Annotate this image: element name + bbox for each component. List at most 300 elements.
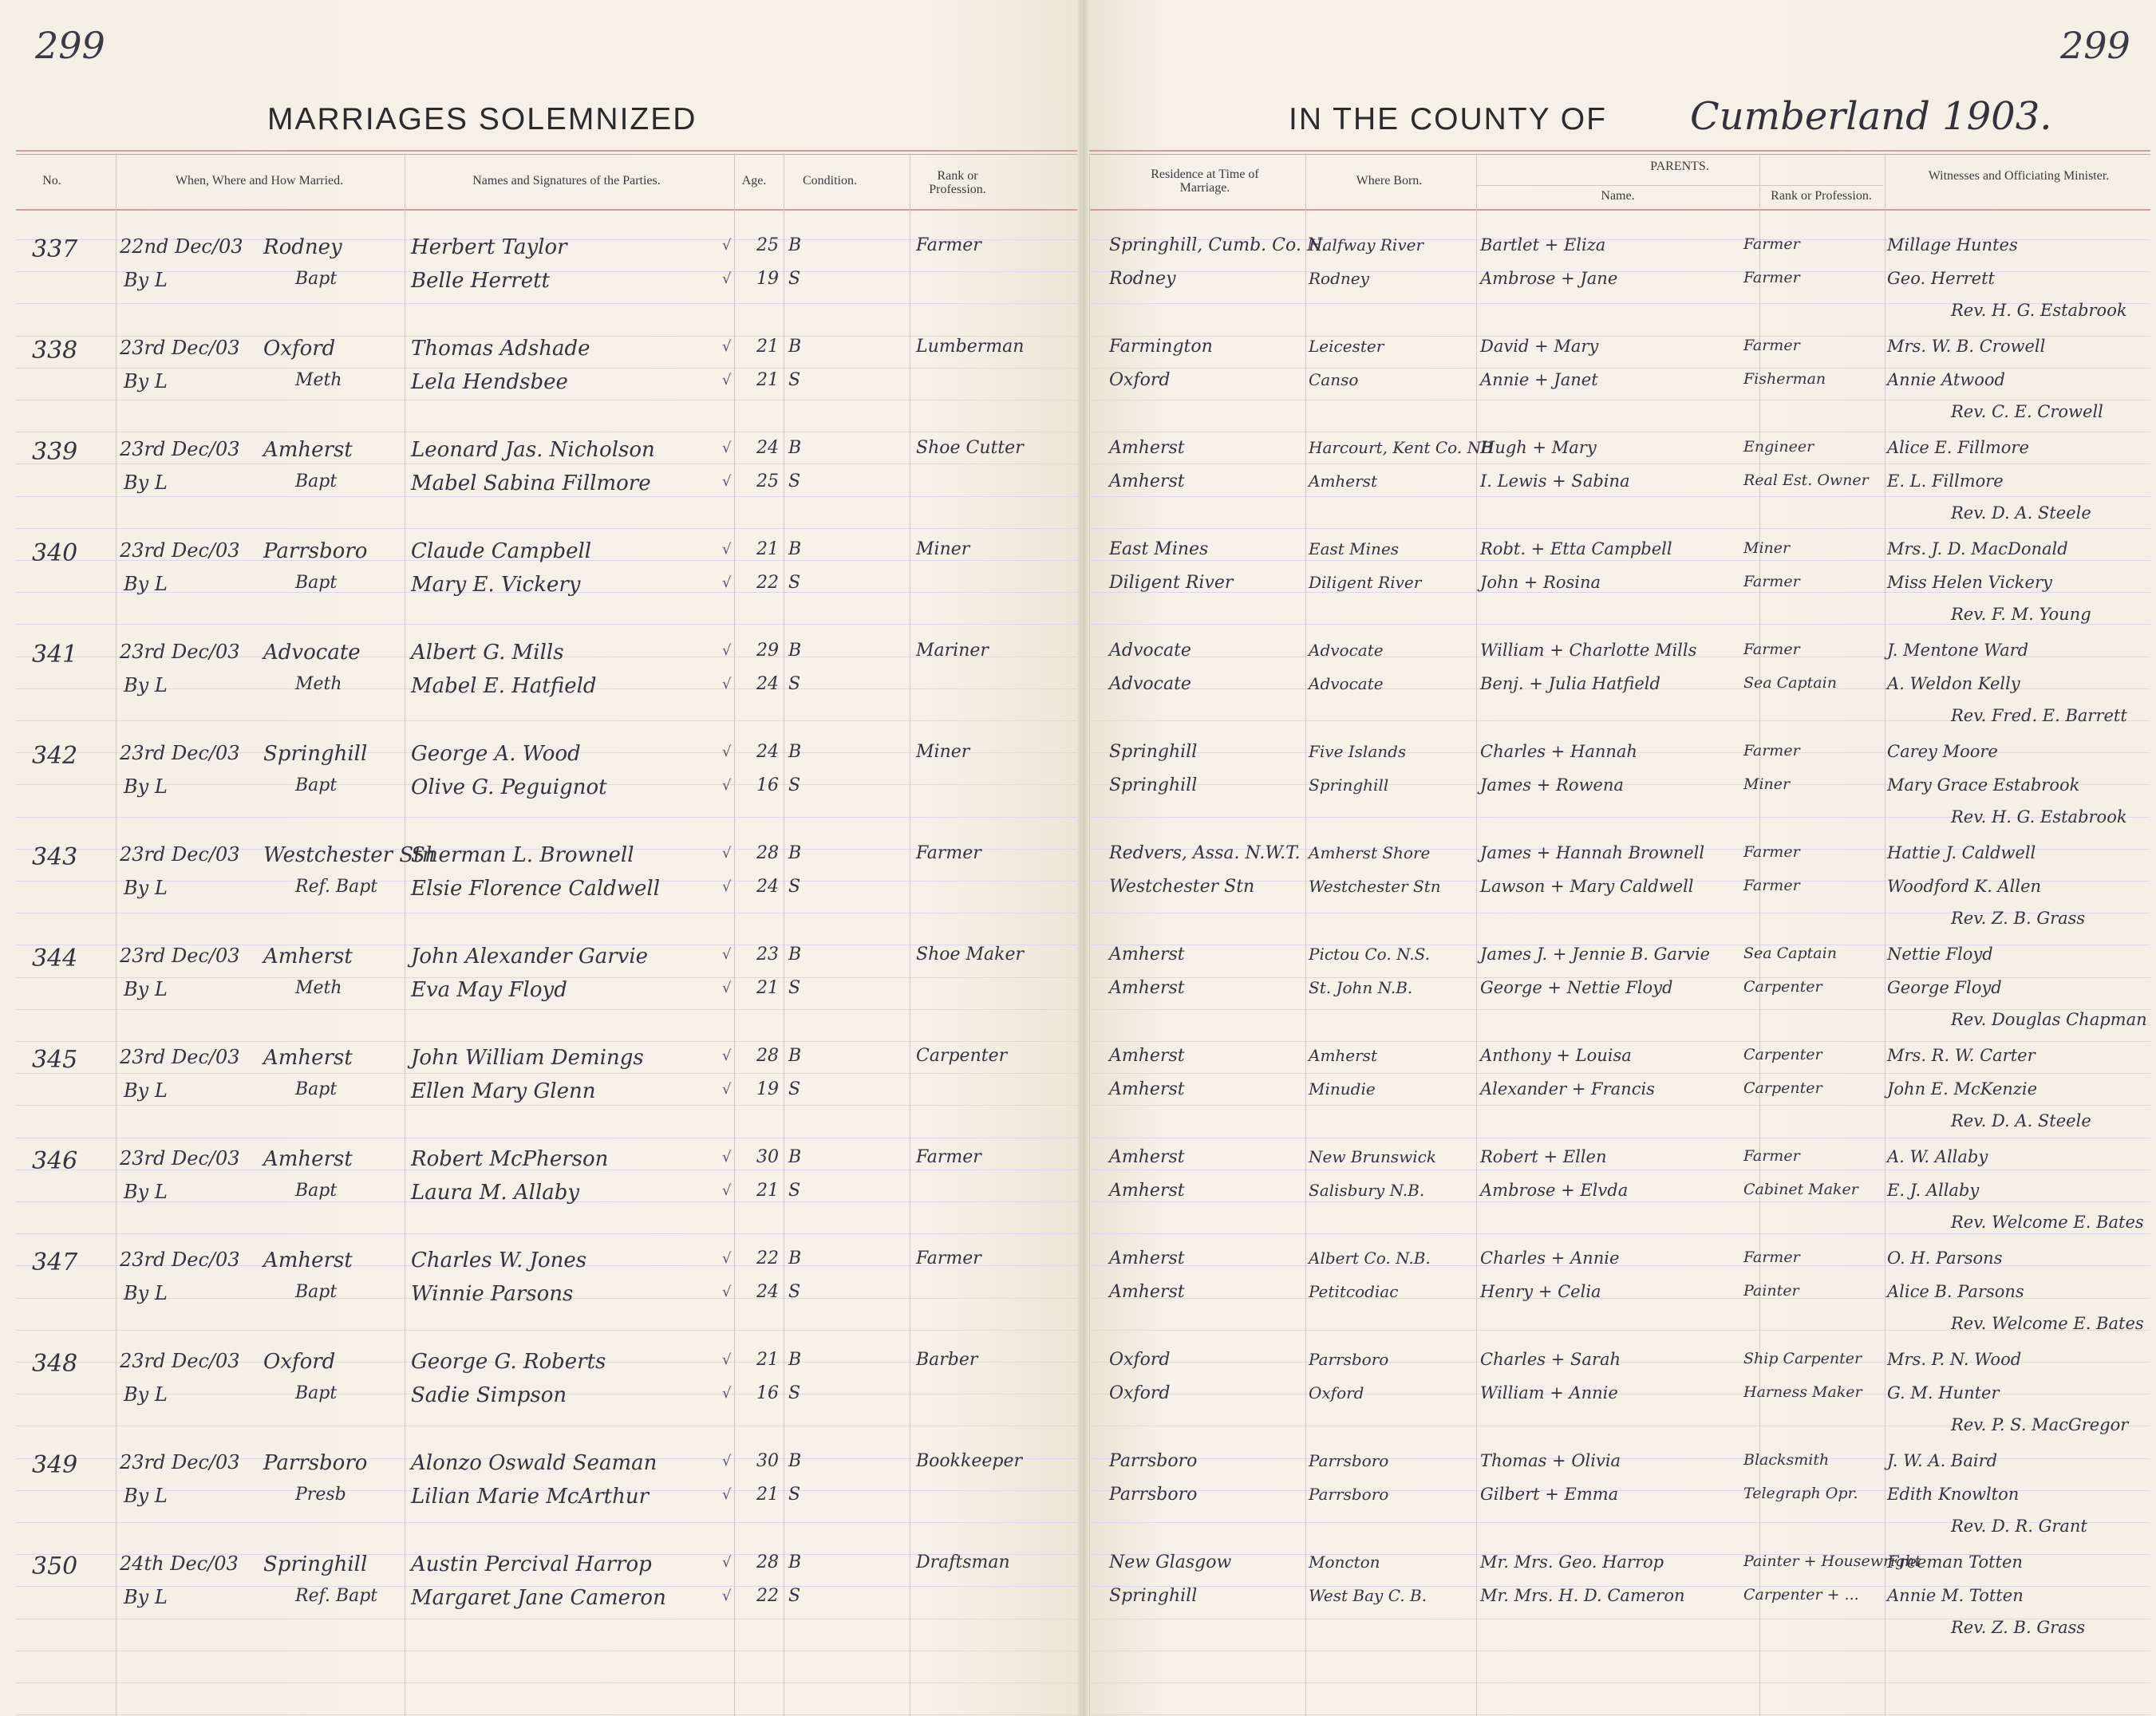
bride-parents: Mr. Mrs. H. D. Cameron — [1480, 1586, 1685, 1605]
witness-2: G. M. Hunter — [1887, 1383, 2000, 1402]
groom-condition: B — [788, 1350, 802, 1370]
groom-birthplace: Advocate — [1309, 641, 1384, 660]
check-mark-icon: √ — [722, 1588, 732, 1604]
bride-parents: John + Rosina — [1480, 573, 1601, 592]
marriage-date: 23rd Dec/03 — [120, 1147, 240, 1170]
witness-1: Alice E. Fillmore — [1887, 438, 2029, 457]
groom-parents: Anthony + Louisa — [1480, 1046, 1632, 1065]
entry-number: 342 — [32, 742, 78, 770]
rule-line — [16, 720, 1077, 721]
bride-birthplace: Advocate — [1309, 674, 1384, 693]
denomination: Bapt — [295, 1383, 338, 1403]
groom-name: Thomas Adshade — [411, 337, 590, 361]
rule-line — [16, 528, 1077, 529]
check-mark-icon: √ — [722, 1149, 732, 1166]
bride-condition: S — [788, 775, 801, 795]
groom-birthplace: Pictou Co. N.S. — [1309, 945, 1431, 964]
marriage-date: 23rd Dec/03 — [120, 438, 240, 460]
rule-line — [1089, 1105, 2150, 1106]
denomination: Bapt — [295, 1282, 338, 1302]
bride-condition: S — [788, 370, 801, 390]
bride-parents: Lawson + Mary Caldwell — [1480, 877, 1694, 896]
entry-number: 339 — [32, 438, 78, 466]
groom-name: Herbert Taylor — [411, 235, 567, 259]
bride-name: Lilian Marie McArthur — [411, 1485, 649, 1509]
groom-parents: Bartlet + Eliza — [1480, 235, 1606, 254]
bride-name: Belle Herrett — [411, 269, 550, 293]
check-mark-icon: √ — [722, 676, 732, 692]
bride-residence: Amherst — [1109, 1181, 1185, 1201]
rule-line — [16, 209, 1077, 211]
groom-age: 24 — [756, 438, 779, 458]
denomination: Bapt — [295, 775, 338, 795]
license-type: By L — [124, 775, 168, 798]
rule-line — [16, 1682, 1077, 1683]
bride-name: Margaret Jane Cameron — [411, 1586, 666, 1610]
officiating-minister: Rev. P. S. MacGregor — [1951, 1415, 2129, 1434]
officiating-minister: Rev. H. G. Estabrook — [1951, 301, 2127, 320]
bride-condition: S — [788, 1485, 801, 1505]
denomination: Presb — [295, 1485, 346, 1505]
check-mark-icon: √ — [722, 1385, 732, 1402]
marriage-place: Amherst — [263, 1249, 353, 1272]
check-mark-icon: √ — [722, 574, 732, 591]
check-mark-icon: √ — [722, 1453, 732, 1469]
bride-name: Laura M. Allaby — [411, 1181, 580, 1205]
officiating-minister: Rev. Douglas Chapman — [1951, 1010, 2147, 1029]
groom-condition: B — [788, 1451, 802, 1471]
groom-residence: Amherst — [1109, 1147, 1185, 1167]
groom-residence: Redvers, Assa. N.W.T. — [1109, 843, 1301, 863]
groom-birthplace: Harcourt, Kent Co. NB — [1309, 438, 1493, 457]
witness-1: Mrs. R. W. Carter — [1887, 1046, 2036, 1065]
header-residence: Residence at Time of Marriage. — [1151, 168, 1259, 195]
rule-line — [1089, 1682, 2150, 1683]
rule-line — [1089, 150, 2150, 152]
bride-residence: Oxford — [1109, 1383, 1171, 1403]
bride-name: Sadie Simpson — [411, 1383, 567, 1407]
rule-line — [16, 1714, 1077, 1715]
rule-line — [1089, 1233, 2150, 1234]
groom-profession: Farmer — [916, 1147, 981, 1167]
groom-name: John William Demings — [411, 1046, 644, 1070]
marriage-date: 23rd Dec/03 — [120, 742, 240, 764]
groom-age: 30 — [756, 1451, 779, 1471]
witness-1: Hattie J. Caldwell — [1887, 843, 2036, 862]
check-mark-icon: √ — [722, 777, 732, 794]
witness-2: Annie M. Totten — [1887, 1586, 2024, 1605]
license-type: By L — [124, 877, 168, 899]
witness-2: E. L. Fillmore — [1887, 471, 2004, 491]
groom-name: John Alexander Garvie — [411, 945, 649, 968]
groom-parents-profession: Farmer — [1743, 1249, 1800, 1266]
marriage-place: Advocate — [263, 641, 361, 665]
rule-line — [16, 303, 1077, 304]
groom-parents: Thomas + Olivia — [1480, 1451, 1621, 1470]
rule-line — [16, 1073, 1077, 1074]
bride-parents-profession: Painter — [1743, 1282, 1799, 1300]
marriage-place: Oxford — [263, 1350, 336, 1374]
bride-residence: Parrsboro — [1109, 1485, 1198, 1505]
bride-birthplace: Springhill — [1309, 775, 1389, 795]
marriage-date: 23rd Dec/03 — [120, 945, 240, 967]
denomination: Bapt — [295, 1079, 338, 1099]
header-condition: Condition. — [802, 174, 857, 187]
officiating-minister: Rev. Welcome E. Bates — [1951, 1213, 2144, 1232]
bride-parents: George + Nettie Floyd — [1480, 978, 1673, 997]
groom-age: 21 — [756, 337, 779, 357]
book-gutter — [1077, 0, 1088, 1716]
groom-birthplace: Moncton — [1309, 1552, 1380, 1572]
bride-age: 21 — [756, 1485, 779, 1505]
bride-condition: S — [788, 1282, 801, 1302]
bride-name: Mabel Sabina Fillmore — [411, 471, 651, 495]
rule-line — [1476, 185, 1883, 186]
marriage-date: 22nd Dec/03 — [120, 235, 243, 258]
bride-age: 21 — [756, 978, 779, 998]
officiating-minister: Rev. H. G. Estabrook — [1951, 807, 2127, 826]
register-title-left: MARRIAGES SOLEMNIZED — [267, 102, 697, 136]
entry-number: 340 — [32, 539, 78, 567]
header-parents-name: Name. — [1601, 189, 1635, 203]
groom-condition: B — [788, 641, 802, 661]
witness-1: O. H. Parsons — [1887, 1249, 2003, 1268]
rule-line — [1089, 368, 2150, 369]
header-parents-rank: Rank or Profession. — [1771, 189, 1872, 203]
groom-birthplace: Albert Co. N.B. — [1309, 1249, 1431, 1268]
rule-line — [1089, 1714, 2150, 1715]
check-mark-icon: √ — [722, 237, 732, 254]
witness-2: A. Weldon Kelly — [1887, 674, 2020, 693]
rule-line — [1089, 560, 2150, 561]
groom-parents: James J. + Jennie B. Garvie — [1480, 945, 1710, 964]
bride-birthplace: Oxford — [1309, 1383, 1364, 1402]
groom-parents: Charles + Sarah — [1480, 1350, 1621, 1369]
groom-residence: Springhill — [1109, 742, 1198, 762]
groom-birthplace: Parrsboro — [1309, 1451, 1389, 1470]
bride-parents-profession: Sea Captain — [1743, 674, 1837, 692]
groom-condition: B — [788, 1249, 802, 1268]
entry-number: 346 — [32, 1147, 78, 1175]
denomination: Bapt — [295, 269, 338, 289]
groom-residence: Amherst — [1109, 945, 1185, 965]
bride-age: 16 — [756, 1383, 779, 1403]
groom-name: George A. Wood — [411, 742, 581, 766]
bride-age: 24 — [756, 674, 779, 694]
groom-age: 30 — [756, 1147, 779, 1167]
rule-line — [16, 1009, 1077, 1010]
marriage-date: 23rd Dec/03 — [120, 539, 240, 562]
bride-parents-profession: Miner — [1743, 775, 1791, 793]
groom-parents-profession: Miner — [1743, 539, 1791, 557]
bride-residence: Oxford — [1109, 370, 1171, 390]
header-when: When, Where and How Married. — [175, 174, 344, 187]
bride-birthplace: Parrsboro — [1309, 1485, 1389, 1504]
bride-age: 22 — [756, 573, 779, 593]
groom-parents-profession: Engineer — [1743, 438, 1814, 456]
bride-birthplace: Salisbury N.B. — [1309, 1181, 1425, 1200]
groom-birthplace: East Mines — [1309, 539, 1400, 558]
groom-birthplace: New Brunswick — [1309, 1147, 1436, 1166]
denomination: Meth — [295, 370, 342, 390]
bride-birthplace: Amherst — [1309, 471, 1377, 491]
witness-2: John E. McKenzie — [1887, 1079, 2038, 1099]
check-mark-icon: √ — [722, 845, 732, 862]
bride-parents: Annie + Janet — [1480, 370, 1598, 389]
bride-age: 19 — [756, 1079, 779, 1099]
groom-age: 24 — [756, 742, 779, 762]
groom-name: Charles W. Jones — [411, 1249, 587, 1272]
entry-number: 347 — [32, 1249, 78, 1276]
witness-1: Freeman Totten — [1887, 1552, 2023, 1572]
license-type: By L — [124, 1383, 168, 1406]
rule-line — [16, 624, 1077, 625]
bride-parents: Gilbert + Emma — [1480, 1485, 1619, 1504]
header-age: Age. — [741, 174, 767, 187]
groom-residence: Farmington — [1109, 337, 1213, 357]
groom-condition: B — [788, 742, 802, 762]
groom-parents-profession: Farmer — [1743, 1147, 1800, 1165]
check-mark-icon: √ — [722, 338, 732, 355]
bride-residence: Springhill — [1109, 775, 1198, 795]
marriage-place: Oxford — [263, 337, 336, 361]
check-mark-icon: √ — [722, 270, 732, 287]
license-type: By L — [124, 674, 168, 696]
groom-parents-profession: Painter + Housewright — [1743, 1552, 1921, 1570]
rule-line — [16, 1330, 1077, 1331]
bride-birthplace: West Bay C. B. — [1309, 1586, 1427, 1605]
bride-parents-profession: Carpenter — [1743, 1079, 1822, 1097]
bride-parents-profession: Carpenter + ... — [1743, 1586, 1859, 1604]
county-name: Cumberland 1903. — [1690, 94, 2052, 139]
groom-parents-profession: Carpenter — [1743, 1046, 1822, 1063]
groom-profession: Farmer — [916, 235, 981, 255]
bride-birthplace: Minudie — [1309, 1079, 1376, 1099]
bride-age: 19 — [756, 269, 779, 289]
groom-condition: B — [788, 843, 802, 863]
check-mark-icon: √ — [722, 744, 732, 760]
denomination: Bapt — [295, 573, 338, 593]
bride-birthplace: Canso — [1309, 370, 1359, 389]
rule-line — [1089, 1201, 2150, 1202]
license-type: By L — [124, 1181, 168, 1203]
groom-profession: Lumberman — [916, 337, 1025, 357]
witness-1: Mrs. P. N. Wood — [1887, 1350, 2022, 1369]
groom-parents-profession: Farmer — [1743, 235, 1800, 253]
header-parents: PARENTS. — [1650, 160, 1709, 173]
bride-parents-profession: Cabinet Maker — [1743, 1181, 1858, 1198]
bride-birthplace: Diligent River — [1309, 573, 1422, 592]
bride-age: 21 — [756, 1181, 779, 1201]
bride-parents: Ambrose + Jane — [1480, 269, 1618, 288]
witness-1: Carey Moore — [1887, 742, 1998, 761]
witness-2: Geo. Herrett — [1887, 269, 1995, 288]
groom-parents: David + Mary — [1480, 337, 1599, 356]
groom-parents: James + Hannah Brownell — [1480, 843, 1705, 862]
groom-birthplace: Amherst — [1309, 1046, 1377, 1065]
column-line — [1885, 153, 1886, 1716]
groom-residence: New Glasgow — [1109, 1552, 1232, 1572]
rule-line — [16, 496, 1077, 497]
marriage-date: 23rd Dec/03 — [120, 641, 240, 663]
officiating-minister: Rev. C. E. Crowell — [1951, 402, 2103, 421]
bride-age: 21 — [756, 370, 779, 390]
bride-parents: Benj. + Julia Hatfield — [1480, 674, 1660, 693]
groom-profession: Mariner — [916, 641, 989, 661]
groom-age: 28 — [756, 843, 779, 863]
witness-1: Nettie Floyd — [1887, 945, 1993, 964]
bride-name: Lela Hendsbee — [411, 370, 568, 394]
bride-name: Eva May Floyd — [411, 978, 567, 1002]
groom-residence: Oxford — [1109, 1350, 1171, 1370]
witness-1: J. W. A. Baird — [1887, 1451, 1998, 1470]
groom-condition: B — [788, 539, 802, 559]
check-mark-icon: √ — [722, 1486, 732, 1503]
groom-name: Alonzo Oswald Seaman — [411, 1451, 657, 1475]
bride-name: Ellen Mary Glenn — [411, 1079, 596, 1103]
column-line — [1476, 153, 1477, 1716]
groom-birthplace: Five Islands — [1309, 742, 1407, 761]
bride-age: 16 — [756, 775, 779, 795]
groom-parents-profession: Sea Captain — [1743, 945, 1837, 962]
right-page-number: 299 — [2060, 24, 2130, 67]
bride-residence: Amherst — [1109, 978, 1185, 998]
rule-line — [1089, 209, 2150, 211]
witness-1: A. W. Allaby — [1887, 1147, 1988, 1166]
bride-parents-profession: Farmer — [1743, 877, 1800, 894]
bride-condition: S — [788, 1383, 801, 1403]
groom-parents: Charles + Annie — [1480, 1249, 1620, 1268]
groom-parents: Robt. + Etta Campbell — [1480, 539, 1672, 558]
entry-number: 337 — [32, 235, 78, 263]
check-mark-icon: √ — [722, 1250, 732, 1267]
rule-line — [16, 1105, 1077, 1106]
bride-residence: Rodney — [1109, 269, 1176, 289]
bride-name: Olive G. Peguignot — [411, 775, 607, 799]
entry-number: 348 — [32, 1350, 78, 1378]
bride-residence: Advocate — [1109, 674, 1191, 694]
groom-profession: Bookkeeper — [916, 1451, 1022, 1471]
groom-age: 21 — [756, 1350, 779, 1370]
header-names: Names and Signatures of the Parties. — [472, 174, 661, 187]
groom-condition: B — [788, 1147, 802, 1167]
check-mark-icon: √ — [722, 372, 732, 389]
marriage-place: Springhill — [263, 1552, 368, 1576]
license-type: By L — [124, 1586, 168, 1608]
denomination: Ref. Bapt — [295, 1586, 378, 1606]
officiating-minister: Rev. D. A. Steele — [1951, 1111, 2091, 1130]
groom-parents-profession: Farmer — [1743, 337, 1800, 354]
groom-parents: Charles + Hannah — [1480, 742, 1637, 761]
check-mark-icon: √ — [722, 440, 732, 456]
bride-name: Mabel E. Hatfield — [411, 674, 597, 698]
groom-profession: Draftsman — [916, 1552, 1010, 1572]
left-page-number: 299 — [35, 24, 105, 67]
bride-condition: S — [788, 978, 801, 998]
groom-name: George G. Roberts — [411, 1350, 606, 1374]
license-type: By L — [124, 370, 168, 393]
groom-age: 28 — [756, 1046, 779, 1066]
entry-number: 345 — [32, 1046, 78, 1074]
bride-birthplace: Westchester Stn — [1309, 877, 1441, 896]
groom-profession: Barber — [916, 1350, 978, 1370]
groom-parents-profession: Farmer — [1743, 641, 1800, 658]
bride-parents: Alexander + Francis — [1480, 1079, 1655, 1099]
marriage-date: 23rd Dec/03 — [120, 337, 240, 359]
witness-2: Mary Grace Estabrook — [1887, 775, 2080, 795]
groom-age: 23 — [756, 945, 779, 965]
column-line — [1089, 153, 1090, 1716]
groom-residence: Amherst — [1109, 1249, 1185, 1268]
bride-residence: Amherst — [1109, 1282, 1185, 1302]
rule-line — [1089, 154, 2150, 155]
groom-birthplace: Amherst Shore — [1309, 843, 1431, 862]
witness-1: J. Mentone Ward — [1887, 641, 2029, 660]
bride-condition: S — [788, 471, 801, 491]
marriage-date: 23rd Dec/03 — [120, 1451, 240, 1473]
groom-profession: Shoe Maker — [916, 945, 1025, 965]
rule-line — [1089, 1041, 2150, 1042]
groom-age: 28 — [756, 1552, 779, 1572]
marriage-place: Parrsboro — [263, 1451, 368, 1475]
bride-condition: S — [788, 674, 801, 694]
check-mark-icon: √ — [722, 642, 732, 659]
bride-birthplace: Rodney — [1309, 269, 1369, 288]
bride-parents-profession: Telegraph Opr. — [1743, 1485, 1858, 1502]
groom-residence: Amherst — [1109, 438, 1185, 458]
entry-number: 344 — [32, 945, 78, 972]
marriage-place: Springhill — [263, 742, 368, 766]
groom-profession: Carpenter — [916, 1046, 1008, 1066]
license-type: By L — [124, 1079, 168, 1102]
officiating-minister: Rev. D. R. Grant — [1951, 1517, 2087, 1536]
witness-2: George Floyd — [1887, 978, 2002, 997]
denomination: Meth — [295, 978, 342, 998]
bride-age: 25 — [756, 471, 779, 491]
bride-name: Mary E. Vickery — [411, 573, 581, 597]
header-rank: Rank or Profession. — [929, 169, 986, 196]
rule-line — [16, 1522, 1077, 1523]
bride-parents: William + Annie — [1480, 1383, 1618, 1402]
groom-age: 25 — [756, 235, 779, 255]
license-type: By L — [124, 1282, 168, 1304]
bride-parents-profession: Real Est. Owner — [1743, 471, 1869, 489]
marriage-date: 23rd Dec/03 — [120, 843, 240, 866]
bride-age: 22 — [756, 1586, 779, 1606]
bride-residence: Springhill — [1109, 1586, 1198, 1606]
rule-line — [16, 1233, 1077, 1234]
groom-profession: Shoe Cutter — [916, 438, 1024, 458]
denomination: Ref. Bapt — [295, 877, 378, 897]
groom-parents-profession: Ship Carpenter — [1743, 1350, 1862, 1367]
entry-number: 343 — [32, 843, 78, 871]
groom-name: Claude Campbell — [411, 539, 592, 563]
groom-residence: Amherst — [1109, 1046, 1185, 1066]
check-mark-icon: √ — [722, 980, 732, 996]
marriage-place: Amherst — [263, 438, 353, 462]
witness-2: Alice B. Parsons — [1887, 1282, 2024, 1301]
license-type: By L — [124, 1485, 168, 1507]
bride-parents-profession: Harness Maker — [1743, 1383, 1862, 1401]
groom-name: Robert McPherson — [411, 1147, 609, 1171]
bride-name: Elsie Florence Caldwell — [411, 877, 661, 901]
header-born: Where Born. — [1356, 174, 1423, 187]
entry-number: 338 — [32, 337, 78, 365]
check-mark-icon: √ — [722, 1351, 732, 1368]
column-line — [734, 153, 735, 1716]
entry-number: 349 — [32, 1451, 78, 1479]
bride-age: 24 — [756, 1282, 779, 1302]
